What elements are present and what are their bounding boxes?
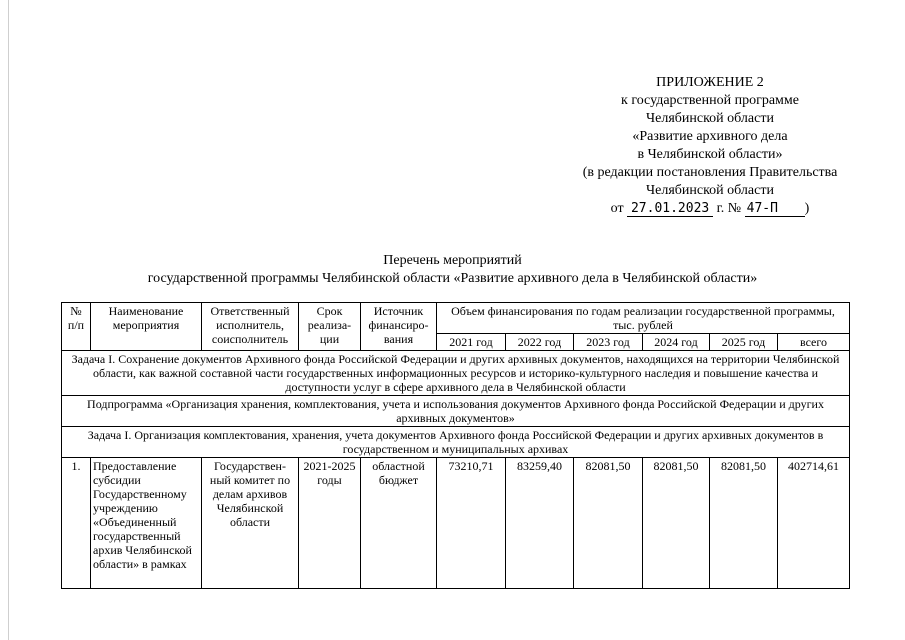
header-row [62, 303, 850, 334]
header-executor: Ответственный исполнитель, соисполнитель [202, 303, 299, 351]
appendix-line: «Развитие архивного дела [632, 129, 788, 144]
header-term: Срок реализа-ции [299, 303, 361, 351]
subtask-row [62, 427, 850, 458]
header-year: 2021 год [437, 334, 506, 351]
appendix-title: ПРИЛОЖЕНИЕ 2 [656, 75, 764, 90]
row-value-2021: 73210,71 [437, 458, 506, 589]
closing-paren: ) [804, 201, 810, 216]
date-prefix: от [610, 201, 624, 216]
header-year: 2022 год [506, 334, 574, 351]
appendix-date-line [540, 200, 880, 218]
task-row [62, 351, 850, 396]
subprogram-row [62, 396, 850, 427]
row-name: Предоставление субсидии Государственному учреждению «Объединенный государственный архив Челябинской области» в рамках [91, 458, 202, 589]
header-funding: Объем финансирования по годам реализации государственной программы, тыс. рублей [437, 303, 850, 334]
row-value-2024: 82081,50 [643, 458, 710, 589]
row-executor: Государствен-ный комитет по делам архивов Челябинской области [202, 458, 299, 589]
date-value: 27.01.2023 [627, 201, 713, 217]
subtask-text: Задача I. Организация комплектования, хранения, учета документов Архивного фонда Российской Федерации и других архивных документов в государственном и муниципальных архивах [62, 427, 850, 458]
row-value-2025: 82081,50 [710, 458, 778, 589]
task-text: Задача I. Сохранение документов Архивного фонда Российской Федерации и других архивных документов, находящихся на территории Челябинской области, как важной составной части государственных информационных ресурсов и историко-культурного наследия и повышение качества и доступности услуг в сфере архивного дела в Челябинской области [62, 351, 850, 396]
page-edge [8, 0, 9, 640]
header-total: всего [778, 334, 850, 351]
list-title-line1: Перечень мероприятий [383, 253, 522, 268]
header-name: Наименование мероприятия [91, 303, 202, 351]
date-suffix: г. № [716, 201, 742, 216]
appendix-line: Челябинской области [646, 183, 774, 198]
appendix-line: (в редакции постановления Правительства [582, 165, 838, 180]
list-title-line2: государственной программы Челябинской области «Развитие архивного дела в Челябинской области» [147, 271, 758, 286]
appendix-block [540, 74, 880, 218]
row-value-2023: 82081,50 [574, 458, 643, 589]
appendix-line: Челябинской области [646, 111, 774, 126]
header-num: № п/п [62, 303, 91, 351]
header-year: 2025 год [710, 334, 778, 351]
header-source: Источник финансиро-вания [361, 303, 437, 351]
decree-number: 47-П [745, 201, 805, 217]
header-year: 2024 год [643, 334, 710, 351]
row-source: областной бюджет [361, 458, 437, 589]
row-value-total: 402714,61 [778, 458, 850, 589]
appendix-line: к государственной программе [621, 93, 799, 108]
subprogram-text: Подпрограмма «Организация хранения, комплектования, учета и использования документов Архивного фонда Российской Федерации и других архивных документов» [62, 396, 850, 427]
row-num: 1. [62, 458, 91, 589]
table-row [62, 458, 850, 589]
header-year: 2023 год [574, 334, 643, 351]
row-value-2022: 83259,40 [506, 458, 574, 589]
measures-table [61, 302, 850, 589]
list-title [0, 252, 905, 288]
appendix-line: в Челябинской области» [637, 147, 783, 162]
row-term: 2021-2025 годы [299, 458, 361, 589]
